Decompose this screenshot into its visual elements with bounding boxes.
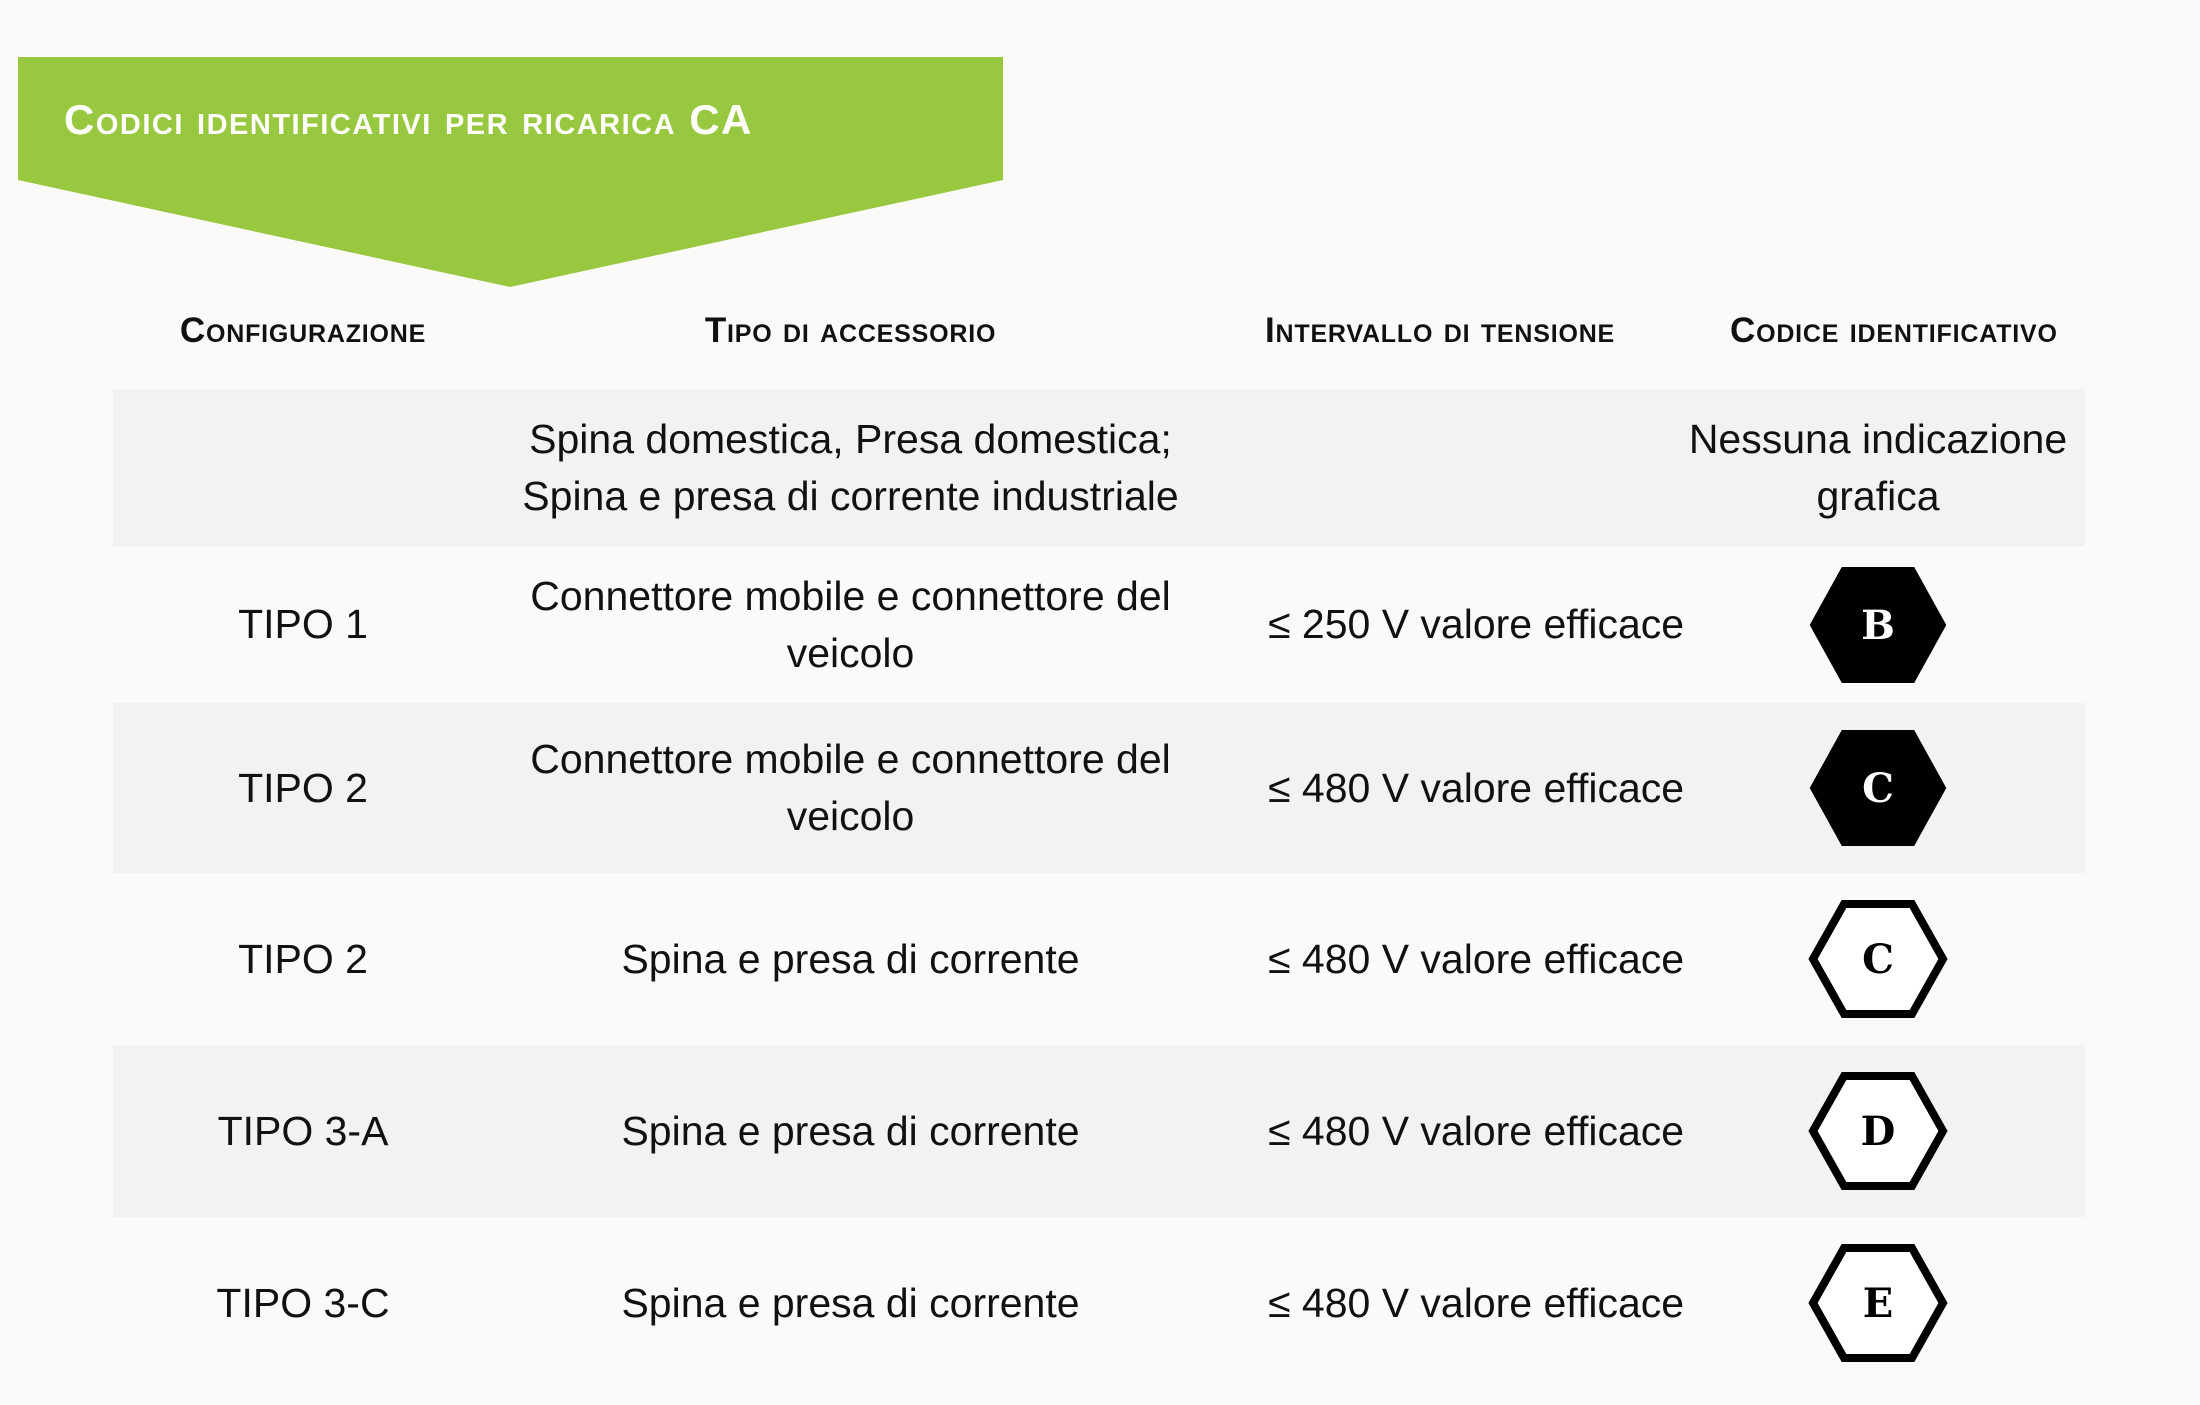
hexagon-letter: B: [1861, 601, 1895, 649]
hexagon-b-filled-icon: [1808, 565, 1948, 685]
cell-configurazione: TIPO 2: [238, 764, 368, 811]
cell-accessorio: Spina e presa di corrente: [621, 1107, 1080, 1154]
header-intervallo-tensione: Intervallo di tensione: [1265, 311, 1616, 350]
hexagon-c-outline-icon: [1808, 899, 1948, 1019]
hexagon-d-outline-icon: [1808, 1071, 1948, 1191]
cell-configurazione: TIPO 2: [238, 935, 368, 982]
cell-codice: [1678, 703, 2078, 873]
hexagon-e-outline-icon: [1808, 1243, 1948, 1363]
accessorio-line: veicolo: [786, 793, 915, 839]
codice-text-line: Nessuna indicazione: [1688, 415, 2068, 462]
cell-accessorio: Spina e presa di corrente: [621, 1279, 1080, 1326]
header-codice-identificativo: Codice identificativo: [1730, 311, 2058, 350]
cell-configurazione: TIPO 1: [238, 601, 368, 647]
accessorio-line: Spina e presa di corrente industriale: [522, 472, 1179, 519]
cell-configurazione: TIPO 3-C: [216, 1279, 390, 1326]
cell-tensione: [1268, 389, 1708, 546]
table-row: [113, 389, 2085, 546]
accessorio-line: Connettore mobile e connettore del: [530, 572, 1171, 619]
accessorio-line: veicolo: [786, 629, 915, 676]
cell-tensione: ≤ 480 V valore efficace: [1268, 1279, 1685, 1326]
hexagon-letter: E: [1862, 1280, 1894, 1327]
header-tipo-accessorio: Tipo di accessorio: [704, 311, 997, 350]
cell-configurazione: TIPO 3-A: [217, 1107, 389, 1154]
cell-accessorio: [493, 389, 1208, 546]
table-row: [113, 873, 2085, 1045]
cell-codice: [1678, 1217, 2078, 1389]
banner-shape: [0, 0, 1010, 300]
cell-configurazione: [113, 389, 493, 546]
hexagon-letter: C: [1862, 765, 1894, 812]
header-configurazione: Configurazione: [179, 311, 427, 350]
codice-text-line: grafica: [1816, 472, 1940, 519]
cell-accessorio: [493, 703, 1208, 873]
hexagon-c-filled-icon: [1808, 728, 1948, 848]
accessorio-line: Connettore mobile e connettore del: [530, 736, 1171, 782]
cell-tensione: ≤ 480 V valore efficace: [1268, 1107, 1685, 1154]
table-row: [113, 1217, 2085, 1389]
table-row: [113, 1045, 2085, 1217]
cell-tensione: ≤ 480 V valore efficace: [1268, 935, 1685, 982]
cell-codice: [1678, 389, 2078, 546]
cell-codice: [1678, 873, 2078, 1045]
hexagon-letter: C: [1862, 936, 1894, 983]
table-row: [113, 703, 2085, 873]
cell-tensione: ≤ 480 V valore efficace: [1268, 764, 1685, 811]
cell-accessorio: Spina e presa di corrente: [621, 935, 1080, 982]
cell-tensione: ≤ 250 V valore efficace: [1268, 601, 1685, 647]
hexagon-letter: D: [1860, 1108, 1896, 1155]
cell-codice: [1678, 1045, 2078, 1217]
table-row: [113, 546, 2085, 703]
cell-codice: [1678, 546, 2078, 703]
accessorio-line: Spina domestica, Presa domestica;: [529, 415, 1172, 462]
cell-accessorio: [493, 546, 1208, 703]
page-title: Codici identificativi per ricarica CA: [64, 96, 753, 143]
title-banner: [0, 0, 1010, 300]
